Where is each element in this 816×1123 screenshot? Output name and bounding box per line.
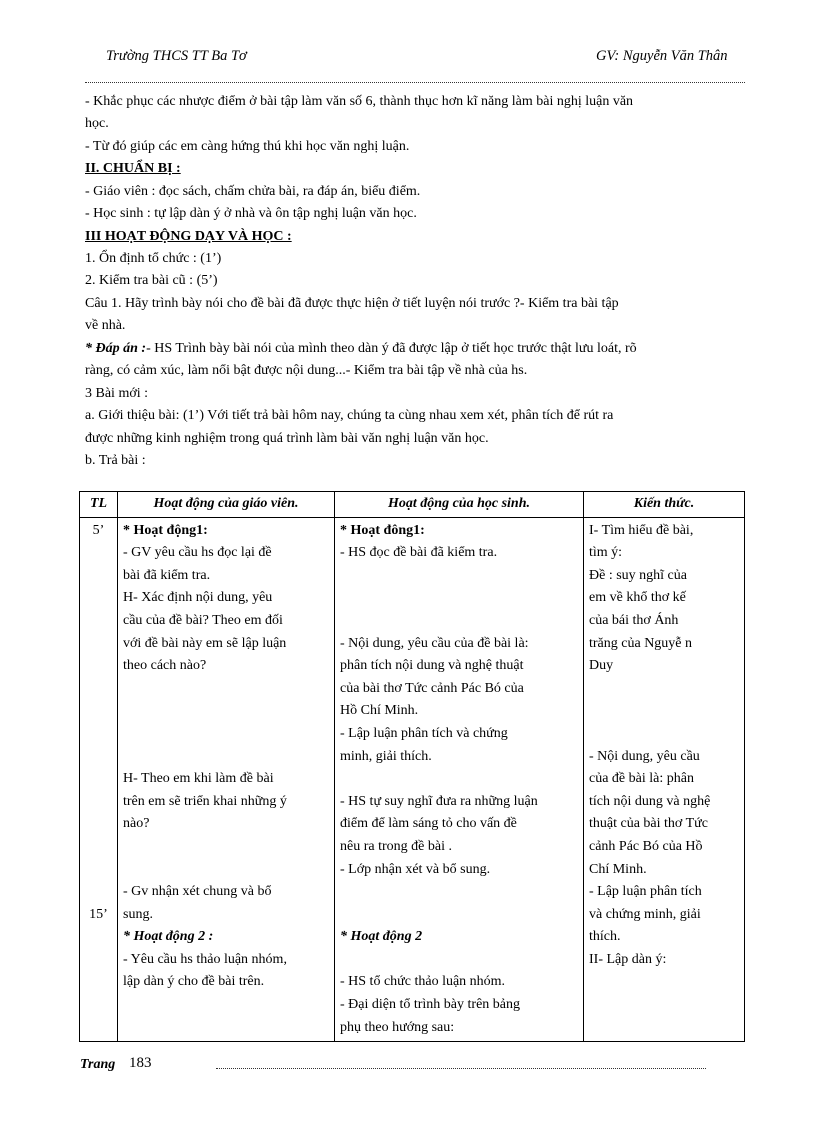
tl-line (85, 565, 112, 588)
knowledge-line: tích nội dung và nghệ (589, 793, 711, 809)
tl-line (85, 813, 112, 836)
student-line: * Hoạt đông1: (340, 522, 425, 538)
knowledge-line (589, 700, 739, 723)
student-line: phụ theo hướng sau: (340, 1019, 455, 1035)
new-lesson-title: 3 Bài mới : (85, 386, 149, 401)
student-line (340, 768, 578, 791)
knowledge-line: cảnh Pác Bó của Hồ (589, 838, 703, 854)
step-2: 2. Kiểm tra bài cũ : (5’) (85, 273, 218, 288)
knowledge-line: - Nội dung, yêu cầu (589, 748, 700, 764)
teacher-line (123, 700, 329, 723)
question-1: Câu 1. Hãy trình bày nói cho đề bài đã được thực hiện ở tiết luyện nói trước ?- Kiểm tra bài tập (85, 296, 619, 311)
tl-line (85, 836, 112, 859)
student-cell (335, 517, 584, 1042)
knowledge-line (589, 723, 739, 746)
teacher-line: sung. (123, 906, 153, 922)
knowledge-line: của bái thơ Ánh (589, 612, 679, 628)
tl-line (85, 791, 112, 814)
student-line (340, 565, 578, 588)
student-line: - HS tự suy nghĩ đưa ra những luận (340, 793, 538, 809)
student-line: - Đại diện tổ trình bày trên bảng (340, 997, 521, 1013)
student-line: phân tích nội dung và nghệ thuật (340, 658, 524, 674)
teacher-line (123, 836, 329, 859)
knowledge-line: em về khổ thơ kế (589, 590, 686, 606)
prep-student: - Học sinh : tự lập dàn ý ở nhà và ôn tập nghị luận văn học. (85, 206, 417, 221)
student-line: - Lớp nhận xét và bổ sung. (340, 861, 491, 877)
objective-line-3: - Từ đó giúp các em càng hứng thú khi học văn nghị luận. (85, 139, 410, 154)
return-work-title: b. Trả bài : (85, 453, 146, 468)
step-1: 1. Ổn định tổ chức : (1’) (85, 251, 222, 266)
student-line: điểm để làm sáng tỏ cho vấn đề (340, 816, 517, 832)
teacher-line: bài đã kiểm tra. (123, 567, 211, 583)
student-line: - Nội dung, yêu cầu của đề bài là: (340, 635, 529, 651)
student-line: * Hoạt động 2 (340, 929, 423, 945)
student-line: của bài thơ Tức cảnh Pác Bó của (340, 680, 524, 696)
student-line (340, 610, 578, 633)
knowledge-line: Chí Minh. (589, 861, 647, 877)
teacher-line: - Gv nhận xét chung và bổ (123, 884, 272, 900)
knowledge-line: thuật của bài thơ Tức (589, 816, 708, 832)
teacher-line: * Hoạt động 2 : (123, 929, 214, 945)
header-divider (85, 82, 745, 83)
answer-label: * Đáp án : (85, 341, 147, 356)
knowledge-line (589, 678, 739, 701)
tl-line (85, 542, 112, 565)
header-tl: TL (80, 492, 118, 518)
teacher-line: nào? (123, 816, 150, 832)
student-line (340, 881, 578, 904)
knowledge-line: và chứng minh, giải (589, 906, 701, 922)
objective-line-1: - Khắc phục các nhược điểm ở bài tập làm văn số 6, thành thục hơn kĩ năng làm bài nghị luận văn (85, 94, 634, 109)
student-line: minh, giải thích. (340, 748, 432, 764)
tl-line (85, 768, 112, 791)
knowledge-line: của đề bài là: phân (589, 771, 694, 787)
header-knowledge: Kiến thức. (584, 492, 745, 518)
teacher-cell (118, 517, 335, 1042)
footer-divider (216, 1068, 706, 1069)
teacher-line (123, 678, 329, 701)
student-line: - HS đọc đề bài đã kiểm tra. (340, 545, 498, 561)
teacher-line: lập dàn ý cho đề bài trên. (123, 974, 265, 990)
header-student: Hoạt động của học sinh. (335, 492, 584, 518)
section-3-title: III HOẠT ĐỘNG DẠY VÀ HỌC : (85, 229, 292, 244)
teacher-line: - GV yêu cầu hs đọc lại đề (123, 545, 272, 561)
knowledge-line: tìm ý: (589, 545, 623, 561)
knowledge-line: I- Tìm hiểu đề bài, (589, 522, 694, 538)
student-line: - Lập luận phân tích và chứng (340, 725, 508, 741)
knowledge-cell (584, 517, 745, 1042)
tl-line: 15’ (89, 906, 108, 922)
objective-line-2: học. (85, 116, 109, 131)
student-line (340, 587, 578, 610)
teacher-line: H- Xác định nội dung, yêu (123, 590, 273, 606)
tl-line (85, 633, 112, 656)
knowledge-line: - Lập luận phân tích (589, 884, 702, 900)
tl-line (85, 655, 112, 678)
teacher-line: H- Theo em khi làm đề bài (123, 771, 274, 787)
answer-line-2: ràng, có cảm xúc, làm nổi bật được nội dung...- Kiểm tra bài tập về nhà của hs. (85, 363, 528, 378)
answer-text: - HS Trình bày bài nói của mình theo dàn ý đã được lập ở tiết học trước thật lưu loát, rõ (146, 341, 637, 356)
tl-line (85, 746, 112, 769)
teacher-line: theo cách nào? (123, 658, 207, 674)
header-teacher: Hoạt động của giáo viên. (118, 492, 335, 518)
intro-line-2: được những kinh nghiệm trong quá trình làm bài văn nghị luận văn học. (85, 431, 489, 446)
teacher-line: trên em sẽ triển khai những ý (123, 793, 287, 809)
teacher-line: * Hoạt động1: (123, 522, 208, 538)
student-line: Hồ Chí Minh. (340, 703, 419, 719)
intro-line-1: a. Giới thiệu bài: (1’) Với tiết trả bài hôm nay, chúng ta cùng nhau xem xét, phân tích để rút ra (85, 408, 614, 423)
page-label: Trang (80, 1057, 116, 1072)
tl-cell (80, 517, 118, 1042)
knowledge-line: trăng của Nguyễ n (589, 635, 693, 651)
teacher-name: GV: Nguyễn Văn Thân (596, 48, 728, 64)
tl-line (85, 723, 112, 746)
activities-table (79, 491, 745, 1042)
knowledge-line: II- Lập dàn ý: (589, 951, 667, 967)
tl-line (85, 859, 112, 882)
question-1-cont: về nhà. (85, 318, 126, 333)
teacher-line (123, 859, 329, 882)
teacher-line: - Yêu cầu hs thảo luận nhóm, (123, 951, 287, 967)
tl-line (85, 587, 112, 610)
tl-line (85, 700, 112, 723)
teacher-line (123, 723, 329, 746)
table-body-row (80, 517, 745, 1042)
page-number: 183 (129, 1055, 152, 1071)
section-2-title: II. CHUẨN BỊ : (85, 161, 181, 176)
school-name: Trường THCS TT Ba Tơ (106, 48, 247, 64)
teacher-line (123, 746, 329, 769)
knowledge-line: Duy (589, 658, 614, 674)
tl-line (85, 610, 112, 633)
teacher-line: với đề bài này em sẽ lập luận (123, 635, 287, 651)
knowledge-line: thích. (589, 929, 621, 945)
answer-line-1 (85, 338, 637, 360)
prep-teacher: - Giáo viên : đọc sách, chấm chửa bài, ra đáp án, biểu điểm. (85, 184, 421, 199)
tl-line (85, 678, 112, 701)
table-header-row (80, 492, 745, 518)
student-line (340, 904, 578, 927)
student-line: - HS tổ chức thảo luận nhóm. (340, 974, 506, 990)
student-line: nêu ra trong đề bài . (340, 838, 452, 854)
teacher-line: cầu của đề bài? Theo em đối (123, 612, 283, 628)
student-line (340, 949, 578, 972)
tl-line (85, 881, 112, 904)
knowledge-line: Đề : suy nghĩ của (589, 567, 687, 583)
tl-line: 5’ (92, 522, 105, 538)
